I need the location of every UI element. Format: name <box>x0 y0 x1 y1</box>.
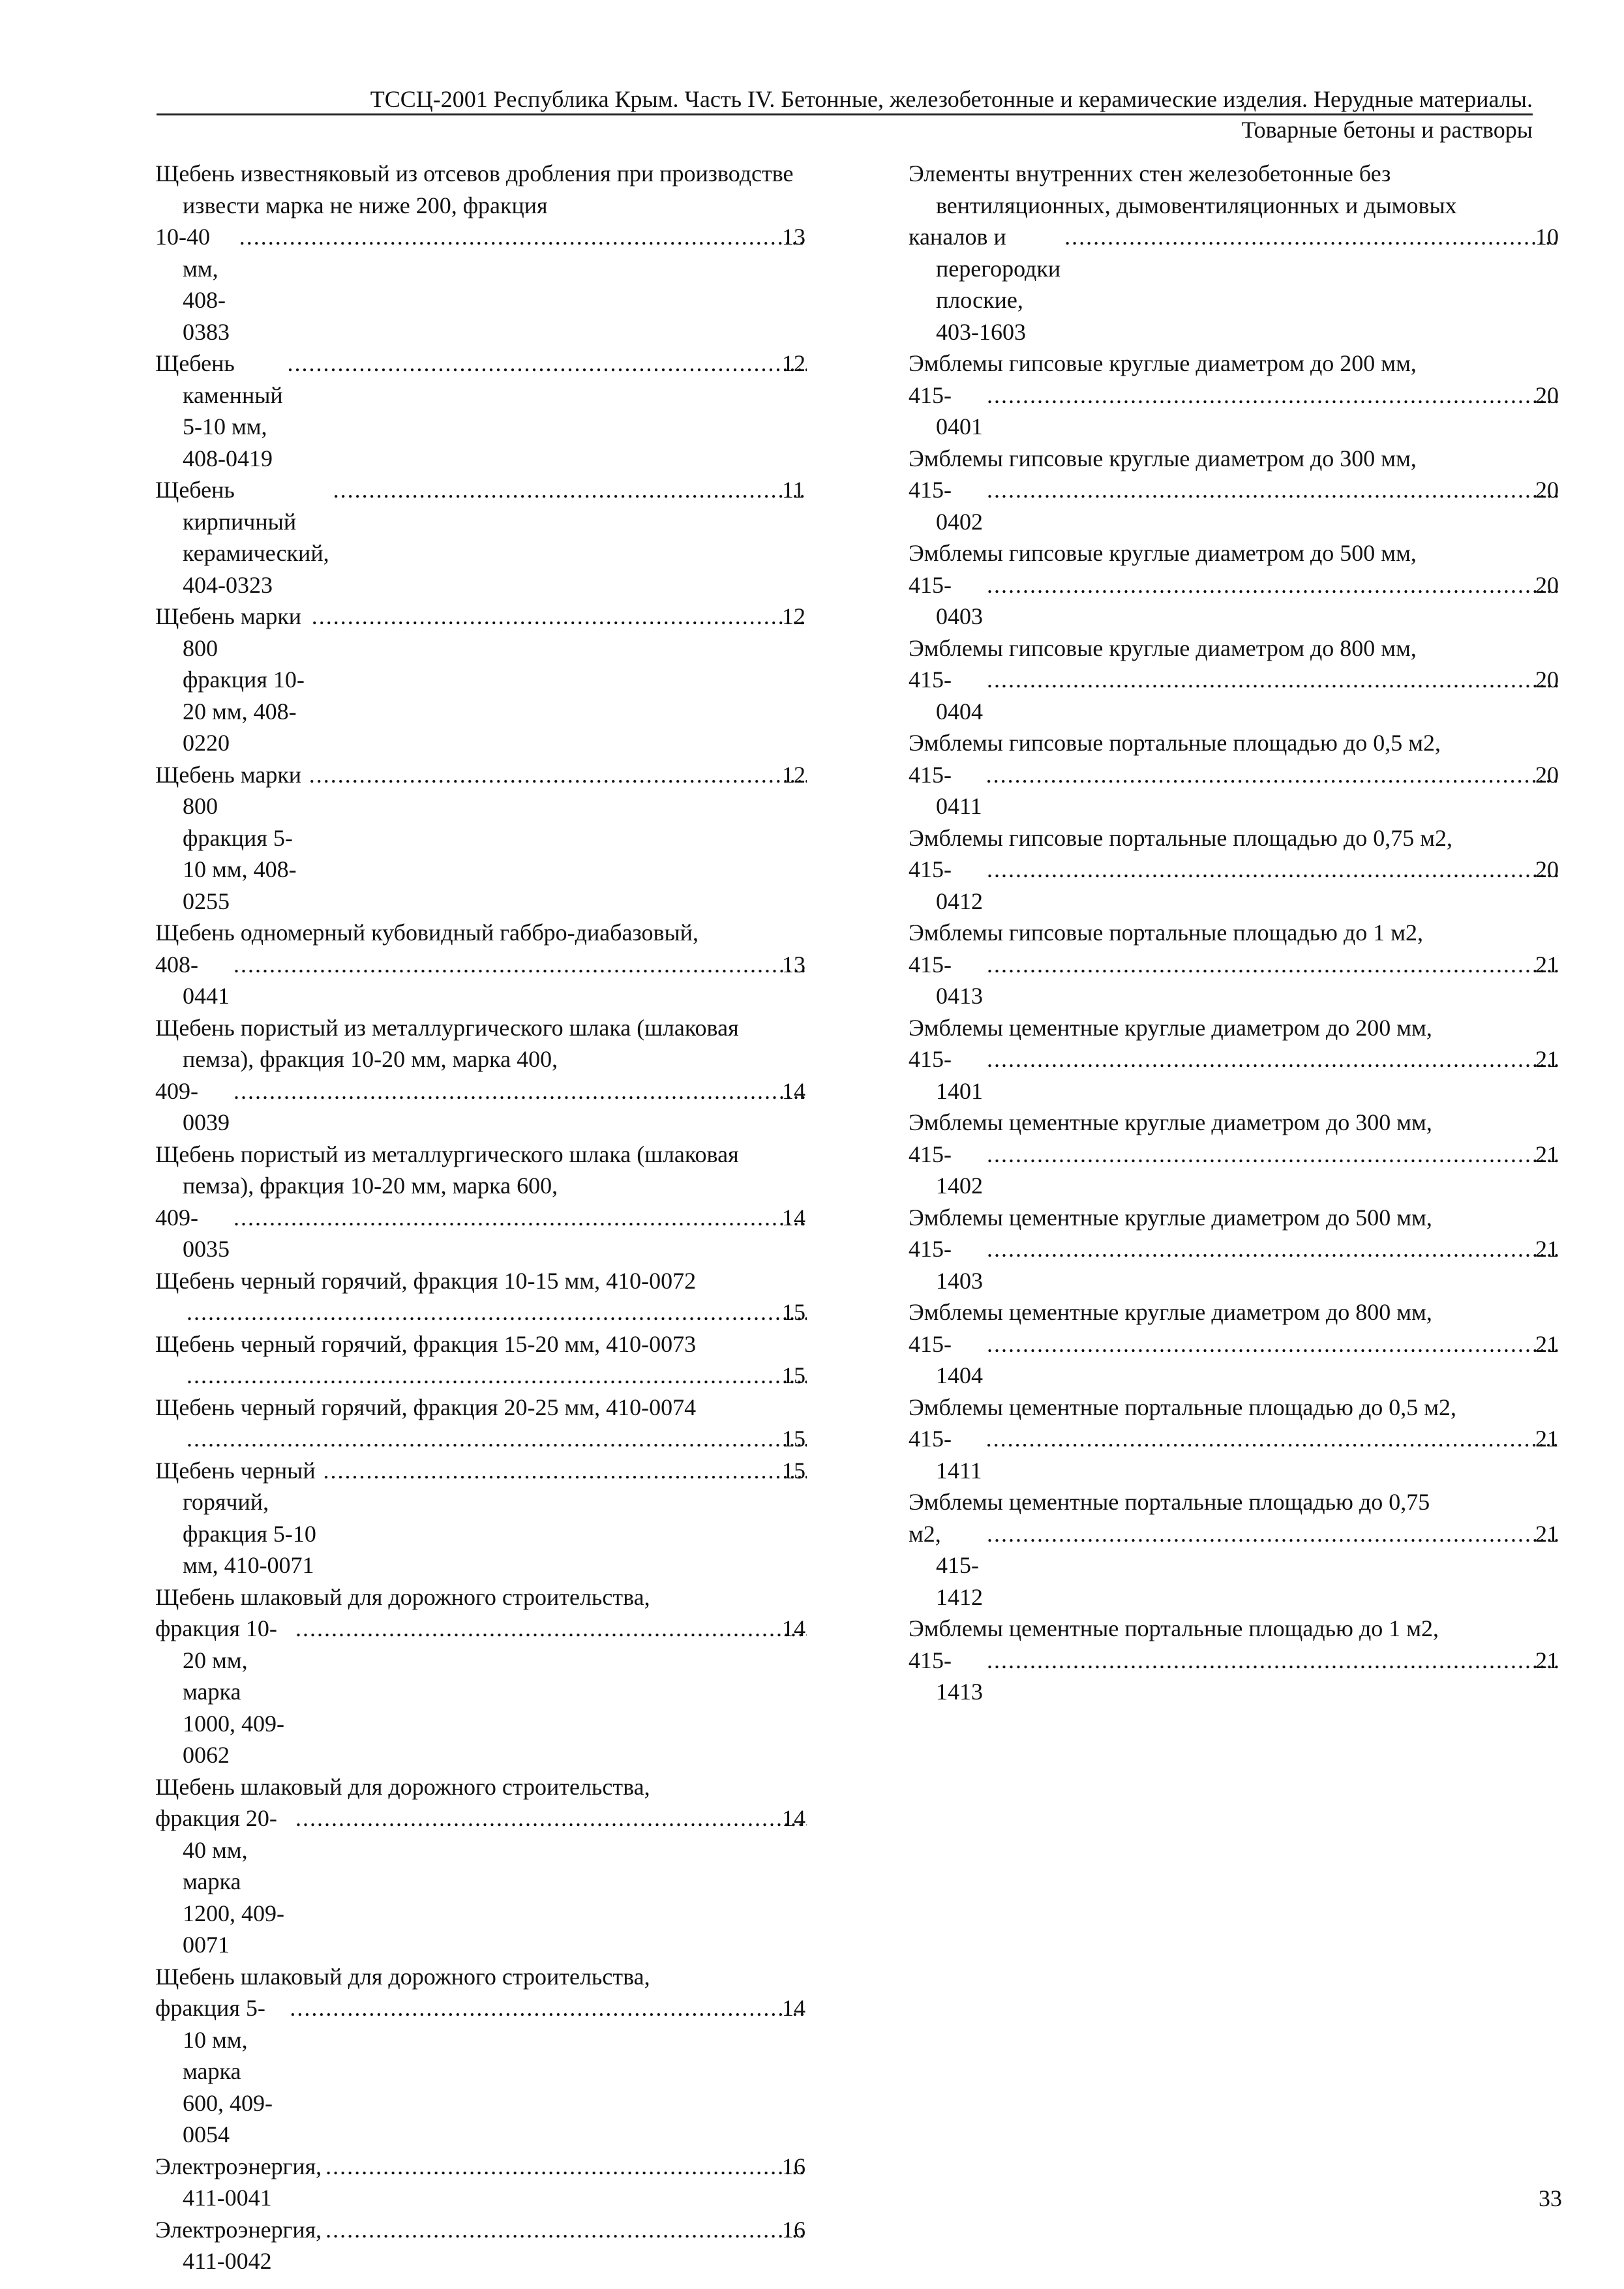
index-entry-text: Щебень черный горячий, фракция 10-15 мм, 410-0072 <box>155 1267 697 1294</box>
index-entry-code: 415-0401 <box>909 382 983 440</box>
index-entry-code: 415-1413 <box>909 1647 983 1705</box>
dot-leader <box>294 1803 807 1834</box>
index-entry-text: Эмблемы гипсовые круглые диаметром до 800 мм, <box>909 635 1417 661</box>
index-entry-code: 415-1403 <box>909 1236 983 1294</box>
dot-leader <box>232 1075 807 1107</box>
index-entry-line: Щебень марки 800 фракция 10-20 мм, 408-0220 ..... 12 <box>183 601 809 759</box>
index-entry <box>155 1139 809 1265</box>
index-entry-text: Эмблемы цементные портальные площадью до 0,5 м2, <box>909 1394 1457 1420</box>
dot-leader <box>985 1645 1560 1677</box>
dot-leader <box>985 1139 1560 1171</box>
index-entry <box>909 727 1563 822</box>
index-entry-line: 415-1413 ..... 21 <box>936 1645 1563 1708</box>
index-entry-line: Электроэнергия, 411-0041 ..... 16 <box>183 2151 809 2214</box>
dot-leader <box>185 1423 807 1455</box>
index-entry-code: 415-1402 <box>909 1141 983 1199</box>
index-entry <box>909 1613 1563 1708</box>
index-entry-text: Эмблемы гипсовые портальные площадью до 1 м2, <box>909 920 1424 946</box>
dot-leader <box>985 1043 1560 1075</box>
index-entry <box>909 633 1563 728</box>
index-entry <box>909 917 1563 1012</box>
index-entry-text: Щебень шлаковый для дорожного строительства, <box>155 1583 650 1610</box>
index-entry <box>155 601 809 759</box>
index-entry-code: Щебень марки 800 фракция 10-20 мм, 408-0220 <box>155 603 305 756</box>
index-entry-code: фракция 20-40 мм, марка 1200, 409-0071 <box>155 1805 284 1958</box>
index-entry-line: 415-1402 ..... 21 <box>936 1139 1563 1202</box>
index-entry-text: Эмблемы цементные круглые диаметром до 300 мм, <box>909 1109 1432 1135</box>
index-entry-code: Щебень кирпичный керамический, 404-0323 <box>155 477 329 598</box>
index-entry <box>155 474 809 601</box>
index-entry-line: 409-0039 ..... 14 <box>183 1075 809 1139</box>
index-entry-line: 415-0412 ..... 20 <box>936 854 1563 917</box>
index-entry-line: каналов и перегородки плоские, 403-1603 ..... 10 <box>936 221 1563 348</box>
index-entry-code: 408-0441 <box>155 951 230 1009</box>
index-entry-code: 415-1404 <box>909 1330 983 1388</box>
dot-leader <box>232 949 807 981</box>
dot-leader <box>985 380 1560 411</box>
index-entry-code: Щебень марки 800 фракция 5-10 мм, 408-0255 <box>155 761 302 914</box>
index-entry-line: 415-0411 ..... 20 <box>936 759 1563 822</box>
dot-leader <box>985 664 1560 696</box>
index-entry <box>909 443 1563 538</box>
index-entry-line: Щебень марки 800 фракция 5-10 мм, 408-0255 ..... 12 <box>183 759 809 918</box>
dot-leader <box>238 221 807 253</box>
index-entry <box>155 1961 809 2151</box>
dot-leader <box>308 759 807 791</box>
index-entry-code: м2, 415-1412 <box>909 1520 983 1610</box>
index-entry-line: 10-40 мм, 408-0383 ..... 13 <box>183 221 809 348</box>
index-entry <box>909 822 1563 918</box>
index-entry-code: 409-0035 <box>155 1204 230 1262</box>
index-entry-code: фракция 10-20 мм, марка 1000, 409-0062 <box>155 1615 284 1768</box>
dot-leader <box>985 759 1560 791</box>
dot-leader <box>1063 221 1560 253</box>
dot-leader <box>985 569 1560 601</box>
index-entry <box>909 537 1563 633</box>
index-entry-text: Эмблемы гипсовые круглые диаметром до 500 мм, <box>909 540 1417 566</box>
index-entry-line: 415-1404 ..... 21 <box>936 1328 1563 1392</box>
index-entry-code: каналов и перегородки плоские, 403-1603 <box>909 224 1061 345</box>
index-entry-text: Эмблемы цементные портальные площадью до 1 м2, <box>909 1615 1439 1641</box>
index-entry-text: Щебень известняковый из отсевов дробления при производстве извести марка не ниже 200, фракция <box>155 160 794 218</box>
dot-leader <box>322 1455 807 1487</box>
dot-leader <box>324 2214 807 2246</box>
index-entry <box>155 1328 809 1392</box>
index-entry-code: 415-0404 <box>909 666 983 725</box>
index-entry <box>909 1107 1563 1202</box>
dot-leader <box>985 1233 1560 1265</box>
dot-leader <box>294 1613 807 1645</box>
dot-leader <box>985 1518 1560 1550</box>
index-entry <box>909 1486 1563 1613</box>
index-entry-code: 415-0412 <box>909 856 983 914</box>
dot-leader <box>985 854 1560 886</box>
index-entry-text: Щебень шлаковый для дорожного строительства, <box>155 1773 650 1800</box>
index-entry-text: Щебень пористый из металлургического шлака (шлаковая пемза), фракция 10-20 мм, марка 400, <box>155 1014 739 1072</box>
index-entry-line: м2, 415-1412 ..... 21 <box>936 1518 1563 1613</box>
page-number: 33 <box>1539 2185 1562 2211</box>
running-header <box>157 85 1533 144</box>
index-entry-text: Щебень черный горячий, фракция 20-25 мм, 410-0074 <box>155 1394 697 1420</box>
index-entry-line: Щебень кирпичный керамический, 404-0323 ..... 11 <box>183 474 809 601</box>
index-entry-line: 415-0404 ..... 20 <box>936 664 1563 727</box>
dot-leader <box>310 601 807 633</box>
index-entry <box>155 1012 809 1139</box>
index-entry <box>155 759 809 918</box>
index-entry <box>155 1455 809 1581</box>
index-entry <box>155 917 809 1012</box>
index-entry-code: 415-1411 <box>909 1426 982 1484</box>
index-entry-code: 415-1401 <box>909 1046 983 1104</box>
index-entry <box>909 158 1563 348</box>
index-entry-text: Эмблемы гипсовые портальные площадью до 0,5 м2, <box>909 730 1441 756</box>
index-entry-text: Щебень пористый из металлургического шлака (шлаковая пемза), фракция 10-20 мм, марка 600, <box>155 1141 739 1199</box>
index-entry <box>155 348 809 474</box>
index-entry <box>909 1012 1563 1107</box>
index-entry-text: Щебень одномерный кубовидный габбро-диабазовый, <box>155 920 699 946</box>
index-entry <box>155 1581 809 1771</box>
index-entry-text: Эмблемы цементные круглые диаметром до 800 мм, <box>909 1299 1432 1325</box>
index-entry-text: Элементы внутренних стен железобетонные без вентиляционных, дымовентиляционных и дымовых <box>909 160 1457 218</box>
index-entry <box>155 2151 809 2214</box>
index-column-left <box>155 158 809 2277</box>
index-entry-code: Электроэнергия, 411-0042 <box>155 2216 322 2274</box>
index-entry-line: 415-0413 ..... 21 <box>936 949 1563 1012</box>
index-entry-line: ..... 15 <box>183 1360 809 1392</box>
index-entry <box>909 1392 1563 1487</box>
index-column-right <box>909 158 1563 1708</box>
index-entry <box>909 348 1563 443</box>
header-subtitle: Товарные бетоны и растворы <box>157 113 1533 144</box>
dot-leader <box>985 1423 1560 1455</box>
dot-leader <box>232 1202 807 1234</box>
index-entry-text: Эмблемы цементные портальные площадью до 0,75 <box>909 1489 1430 1515</box>
index-entry-code: Щебень черный горячий, фракция 5-10 мм, 410-0071 <box>155 1457 316 1578</box>
index-entry-line: фракция 20-40 мм, марка 1200, 409-0071 ..... 14 <box>183 1803 809 1961</box>
dot-leader <box>286 348 807 380</box>
index-entry <box>155 2214 809 2277</box>
index-entry-line: 415-0402 ..... 20 <box>936 474 1563 537</box>
dot-leader <box>332 474 807 506</box>
dot-leader <box>324 2151 807 2183</box>
index-entry-text: Эмблемы гипсовые круглые диаметром до 200 мм, <box>909 350 1417 376</box>
index-entry-code: 415-0413 <box>909 951 983 1009</box>
index-entry-line: ..... 15 <box>183 1423 809 1455</box>
index-entry-text: Эмблемы цементные круглые диаметром до 200 мм, <box>909 1014 1432 1041</box>
index-entry <box>155 1771 809 1961</box>
dot-leader <box>185 1296 807 1328</box>
index-entry-line: 409-0035 ..... 14 <box>183 1202 809 1265</box>
index-entry-code: 409-0039 <box>155 1077 230 1135</box>
index-entry-line: 408-0441 ..... 13 <box>183 949 809 1012</box>
index-entry-text: Эмблемы гипсовые круглые диаметром до 300 мм, <box>909 445 1417 471</box>
dot-leader <box>288 1992 807 2024</box>
index-entry <box>155 1265 809 1328</box>
index-entry-line: Электроэнергия, 411-0042 ..... 16 <box>183 2214 809 2277</box>
header-title: ТССЦ-2001 Республика Крым. Часть IV. Бетонные, железобетонные и керамические изделия. Нерудные материалы. <box>370 86 1533 112</box>
index-entry-code: 415-0403 <box>909 571 983 629</box>
index-entry <box>155 1392 809 1455</box>
index-entry-line: 415-0401 ..... 20 <box>936 380 1563 443</box>
index-entry-line: фракция 5-10 мм, марка 600, 409-0054 ..... 14 <box>183 1992 809 2151</box>
index-entry-line: Щебень каменный 5-10 мм, 408-0419 ..... 12 <box>183 348 809 474</box>
index-entry-text: Эмблемы цементные круглые диаметром до 500 мм, <box>909 1204 1432 1231</box>
index-entry-code: Электроэнергия, 411-0041 <box>155 2153 322 2211</box>
index-entry-line: Щебень черный горячий, фракция 5-10 мм, 410-0071 ..... 15 <box>183 1455 809 1581</box>
index-entry-code: фракция 5-10 мм, марка 600, 409-0054 <box>155 1995 273 2147</box>
index-entry-line: 415-1411 ..... 21 <box>936 1423 1563 1486</box>
index-entry-text: Щебень шлаковый для дорожного строительства, <box>155 1963 650 1990</box>
dot-leader <box>985 949 1560 981</box>
index-entry-code: Щебень каменный 5-10 мм, 408-0419 <box>155 350 283 471</box>
dot-leader <box>985 474 1560 506</box>
index-entry-line: ..... 15 <box>183 1296 809 1328</box>
index-entry <box>909 1296 1563 1392</box>
index-entry-code: 415-0411 <box>909 761 982 819</box>
index-entry-line: 415-1401 ..... 21 <box>936 1043 1563 1107</box>
index-entry <box>909 1202 1563 1297</box>
index-entry-text: Щебень черный горячий, фракция 15-20 мм, 410-0073 <box>155 1330 697 1357</box>
index-entry-code: 415-0402 <box>909 477 983 535</box>
dot-leader <box>985 1328 1560 1360</box>
index-entry-text: Эмблемы гипсовые портальные площадью до 0,75 м2, <box>909 824 1453 851</box>
index-entry-code: 10-40 мм, 408-0383 <box>155 224 230 345</box>
dot-leader <box>185 1360 807 1392</box>
index-entry-line: 415-1403 ..... 21 <box>936 1233 1563 1296</box>
index-entry-line: фракция 10-20 мм, марка 1000, 409-0062 ..... 14 <box>183 1613 809 1771</box>
index-entry <box>155 158 809 348</box>
index-entry-line: 415-0403 ..... 20 <box>936 569 1563 633</box>
